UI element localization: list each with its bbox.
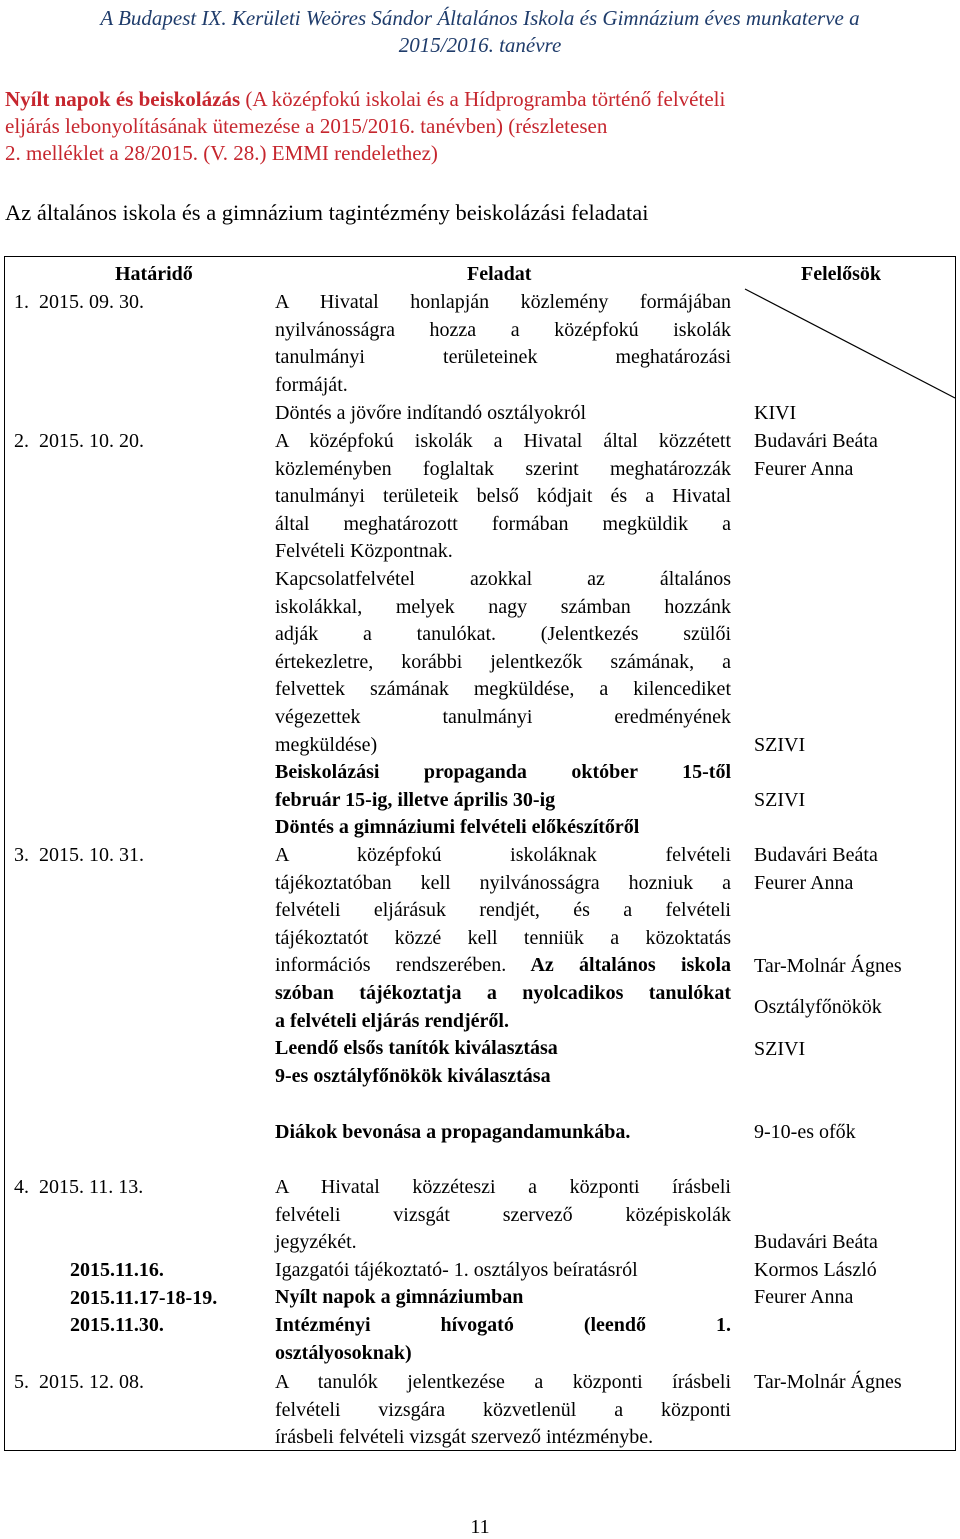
section-title-bold: Nyílt napok és beiskolázás	[5, 87, 241, 111]
row-3-responsible-5: SZIVI	[754, 1038, 806, 1060]
row-3-responsible-6: 9-10-es ofők	[754, 1121, 856, 1143]
row-1-task: A Hivatal honlapján közlemény formájában nyilvánosságra hozza a középfokú iskolák tanulmányi területeinek meghatározási formáját.	[275, 291, 731, 396]
section-title-line-2: eljárás lebonyolításának ütemezése a 2015/2016. tanévben) (részletesen	[5, 114, 608, 138]
page-header-line-2: 2015/2016. tanévre	[398, 33, 562, 57]
row-5-deadline: 5. 2015. 12. 08.	[14, 1371, 144, 1393]
row-3-responsible-3: Tar-Molnár Ágnes	[754, 955, 902, 977]
row-2-task-b: Kapcsolatfelvétel azokkal az általános iskolákkal, melyek nagy számban hozzánk adják a tanulókat. (Jelentkezés szülői értekezletre, korábbi jelentkezők számának, a felvettek számának megküldése, a kilencediket végezettek tanulmányi eredményének megküldése)	[275, 568, 731, 756]
row-2-task-c: Beiskolázási propaganda október 15-től február 15-ig, illetve április 30-ig Döntés a gimnáziumi felvételi előkészítőről	[275, 761, 731, 839]
row-5-responsible: Tar-Molnár Ágnes	[754, 1371, 902, 1393]
row-3-task-d: Diákok bevonása a propagandamunkába.	[275, 1121, 631, 1143]
header-deadline: Határidő	[115, 263, 193, 285]
row-1-deadline: 1. 2015. 09. 30.	[14, 291, 144, 313]
row-2-responsible-2: Feurer Anna	[754, 458, 854, 480]
row-4-deadline: 4. 2015. 11. 13.	[14, 1176, 144, 1198]
section-title-line-3: 2. melléklet a 28/2015. (V. 28.) EMMI rendelethez)	[5, 141, 438, 165]
page-header-line-1: A Budapest IX. Kerületi Weöres Sándor Általános Iskola és Gimnázium éves munkaterve a	[100, 6, 860, 30]
row-3-deadline: 3. 2015. 10. 31.	[14, 844, 144, 866]
row-3-responsible-2: Feurer Anna	[754, 872, 854, 894]
row-2-deadline: 2. 2015. 10. 20.	[14, 430, 144, 452]
row-2-responsible-4: SZIVI	[754, 789, 806, 811]
page-number: 11	[470, 1516, 490, 1538]
row-1b-responsible: KIVI	[754, 402, 797, 424]
row-2-responsible-1: Budavári Beáta	[754, 430, 878, 452]
header-responsible: Felelősök	[801, 263, 881, 285]
row-3-responsible-1: Budavári Beáta	[754, 844, 878, 866]
row-3-responsible-4: Osztályfőnökök	[754, 996, 882, 1018]
row-5-task: A tanulók jelentkezése a központi írásbeli felvételi vizsgára közvetlenül a központi írásbeli felvételi vizsgát szervező intézménybe.	[275, 1371, 731, 1449]
table-subtitle: Az általános iskola és a gimnázium tagintézmény beiskolázási feladatai	[5, 200, 649, 225]
row-1b-task: Döntés a jövőre indítandó osztályokról	[275, 402, 587, 424]
row-2-task-a: A középfokú iskolák a Hivatal által közzétett közleményben foglaltak szerint meghatározzák tanulmányi területeik belső kódjait és a Hivatal által meghatározott formában megküldik a Felvételi Központnak.	[275, 430, 731, 563]
row-4-deadline-b: 2015.11.16. 2015.11.17-18-19. 2015.11.30.	[70, 1259, 218, 1337]
row-4-responsible: Budavári Beáta Kormos László Feurer Anna	[754, 1231, 878, 1309]
row-3-task: A középfokú iskoláknak felvételi tájékoztatóban kell nyilvánosságra hozniuk a felvételi eljárásuk rendjét, és a felvételi tájékoztatót közzé kell tenniük a közoktatás információs rendszerében. Az általános iskola szóban tájékoztatja a nyolcadikos tanulókat a felvételi eljárás rendjéről. Leendő elsős tanítók kiválasztása 9-es osztályfőnökök kiválasztása	[275, 844, 731, 1087]
row-4-task: A Hivatal közzéteszi a központi írásbeli felvételi vizsgát szervező középiskolák jegyzékét. Igazgatói tájékoztató- 1. osztályos beíratásról Nyílt napok a gimnáziumban Intézményi hívogató (leendő 1. osztályosoknak)	[275, 1176, 731, 1364]
row-2-responsible-3: SZIVI	[754, 734, 806, 756]
section-title-rest: (A középfokú iskolai és a Hídprogramba történő felvételi	[240, 87, 726, 111]
header-task: Feladat	[467, 263, 532, 285]
